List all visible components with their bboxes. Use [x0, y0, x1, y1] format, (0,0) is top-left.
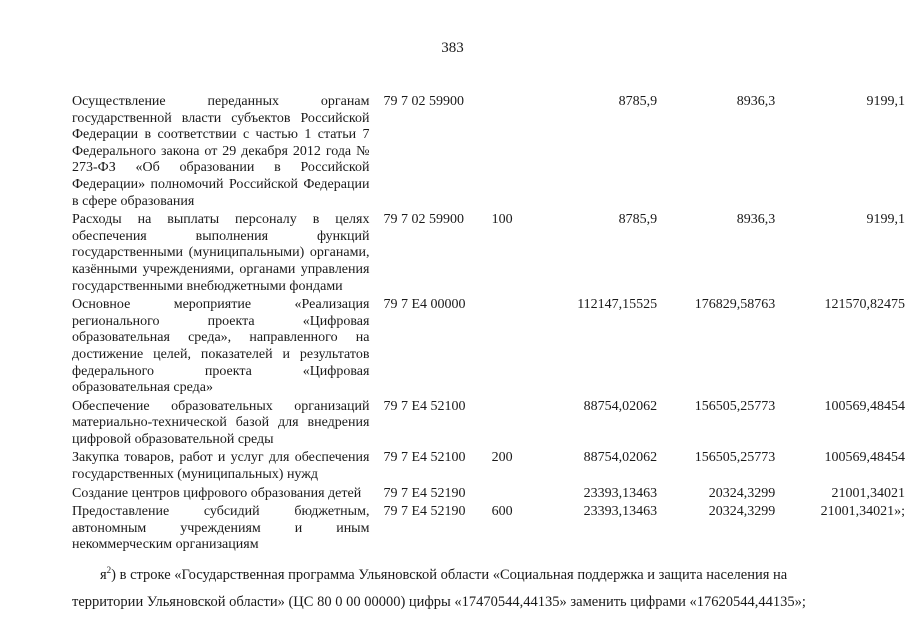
row-expense-type	[492, 297, 521, 399]
page-number: 383	[441, 40, 464, 56]
row-code: 79 7 E4 52190	[383, 485, 466, 501]
row-value-year-2: 20324,3299	[708, 485, 776, 501]
row-value-year-1: 8785,9	[618, 94, 658, 109]
row-value-year-3: 100569,48454	[824, 398, 905, 414]
row-name: Предоставление субсидий бюджетным, автономным учреждениям и иным некоммерческим организациям	[72, 504, 370, 553]
row-expense-type: 200	[491, 450, 513, 466]
row-value-year-2: 8936,3	[736, 94, 776, 109]
table-row	[72, 399, 905, 451]
row-code: 79 7 E4 52190	[383, 504, 466, 520]
row-value-year-1: 23393,13463	[583, 485, 658, 501]
row-value-year-2: 156505,25773	[694, 398, 776, 414]
amendment-marker: я	[100, 567, 107, 583]
row-value-year-1: 112147,15525	[577, 297, 658, 313]
row-expense-type	[492, 399, 521, 451]
row-value-year-2: 20324,3299	[708, 504, 776, 520]
amendment-line-2: территории Ульяновской области» (ЦС 80 0 00 00000) цифры «17470544,44135» заменить цифрами «17620544,44135»;	[72, 594, 806, 610]
row-expense-type: 600	[491, 504, 513, 520]
row-code: 79 7 E4 52100	[383, 398, 466, 414]
row-code: 79 7 02 59900	[383, 94, 464, 109]
table-row	[72, 212, 905, 297]
row-value-year-1: 8785,9	[618, 212, 658, 228]
row-name: Основное мероприятие «Реализация регионального проекта «Цифровая образовательная среда», направленного на достижение целей, показателей и результатов федерального проекта «Цифровая образовательная среда»	[72, 297, 370, 396]
row-code: 79 7 E4 00000	[383, 297, 466, 313]
table-body	[72, 94, 905, 556]
row-value-year-3: 9199,1	[866, 212, 905, 228]
row-value-year-2: 8936,3	[736, 212, 776, 228]
row-value-year-3: 21001,34021»;	[820, 504, 905, 520]
row-name: Расходы на выплаты персоналу в целях обеспечения выполнения функций государственными (муниципальными) органами, казёнными учреждениями, органами управления государственными внебюджетными фондами	[72, 212, 370, 294]
row-name: Закупка товаров, работ и услуг для обеспечения государственных (муниципальных) нужд	[72, 450, 370, 483]
row-value-year-1: 23393,13463	[583, 504, 658, 520]
table-row	[72, 486, 905, 505]
row-value-year-1: 88754,02062	[583, 398, 658, 414]
table-row	[72, 94, 905, 212]
row-value-year-2: 176829,58763	[694, 297, 776, 313]
row-name: Осуществление переданных органам государственной власти субъектов Российской Федерации в соответствии с частью 1 статьи 7 Федерального закона от 29 декабря 2012 года № 273-ФЗ «Об образовании в Российской Федерации» полномочий Российской Федерации в сфере образования	[72, 94, 370, 209]
row-code: 79 7 02 59900	[383, 212, 464, 228]
row-expense-type	[492, 486, 521, 505]
table-row	[72, 450, 905, 485]
amendment-line-1	[100, 563, 862, 588]
row-code: 79 7 E4 52100	[383, 450, 466, 466]
row-value-year-3: 100569,48454	[824, 450, 905, 466]
amendment-text-1: ) в строке «Государственная программа Ульяновской области «Социальная поддержка и защита населения на	[111, 567, 788, 583]
row-expense-type: 100	[491, 212, 513, 228]
row-name: Обеспечение образовательных организаций материально-технической базой для внедрения цифровой образовательной среды	[72, 398, 370, 447]
row-value-year-3: 21001,34021	[831, 485, 905, 501]
row-value-year-3: 9199,1	[866, 94, 905, 109]
row-value-year-2: 156505,25773	[694, 450, 776, 466]
row-name: Создание центров цифрового образования детей	[72, 485, 362, 501]
row-expense-type	[492, 94, 521, 212]
table-row	[72, 504, 905, 556]
row-value-year-3: 121570,82475	[824, 297, 905, 313]
amendment-marker-sup: 2	[106, 565, 112, 576]
table-row	[72, 297, 905, 399]
row-value-year-1: 88754,02062	[583, 450, 658, 466]
budget-table	[72, 94, 905, 556]
